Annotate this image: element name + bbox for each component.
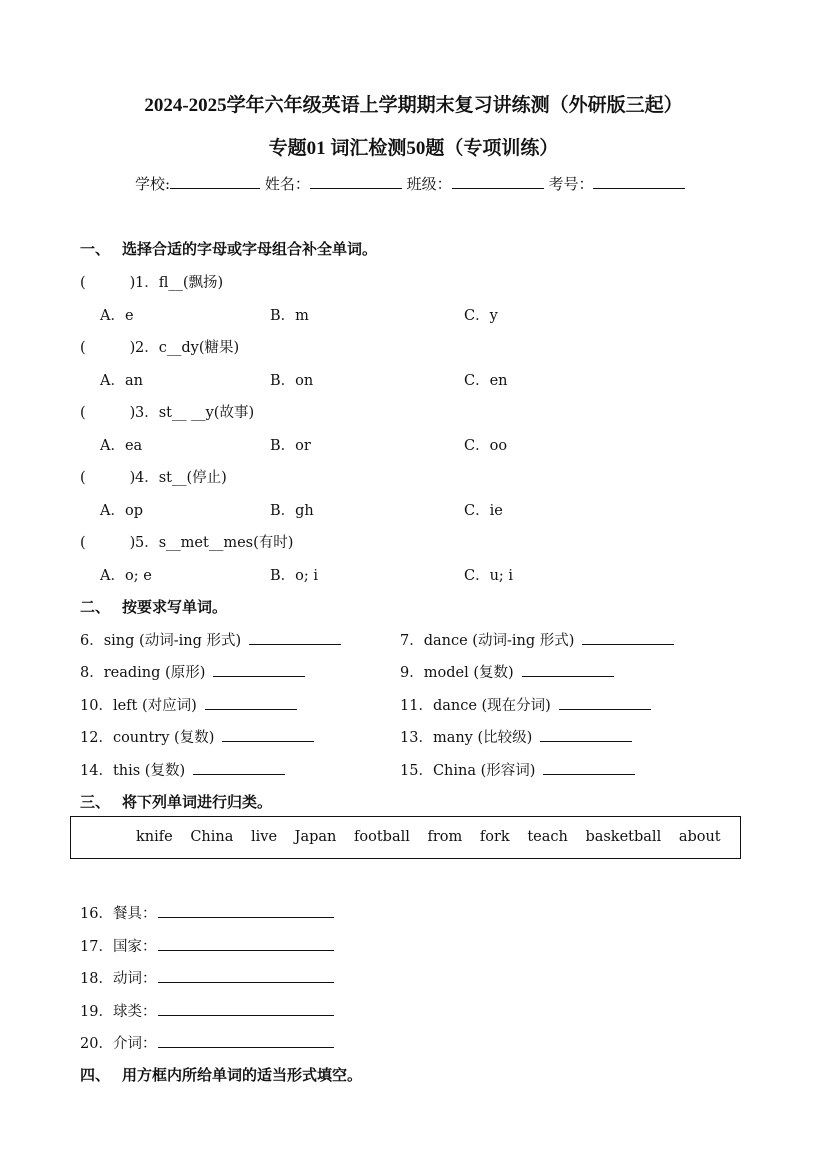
- option-a[interactable]: A．e: [100, 308, 134, 324]
- answer-blank[interactable]: [522, 662, 614, 677]
- option-a[interactable]: A．o; e: [100, 568, 152, 584]
- question-8: 8．reading (原形): [80, 661, 305, 682]
- answer-blank[interactable]: [543, 760, 635, 775]
- question-14: 14．this (复数): [80, 759, 285, 780]
- answer-line[interactable]: [158, 901, 334, 918]
- answer-blank[interactable]: [582, 630, 674, 645]
- section-3-heading: 三、 将下列单词进行归类。: [80, 793, 273, 811]
- word: about: [678, 829, 721, 845]
- word: China: [190, 829, 234, 845]
- answer-paren[interactable]: ( ): [80, 275, 136, 291]
- word: teach: [527, 829, 568, 845]
- class-label: 班级：: [406, 175, 452, 193]
- answer-paren[interactable]: ( ): [80, 405, 136, 421]
- exam-no-label: 考号：: [548, 175, 594, 193]
- page-title: 2024-2025学年六年级英语上学期期末复习讲练测（外研版三起）: [144, 95, 683, 116]
- question-4: ( )4．st__(停止): [80, 470, 227, 486]
- answer-blank[interactable]: [540, 727, 632, 742]
- option-c[interactable]: C．u; i: [464, 568, 514, 584]
- question-7: 7．dance (动词-ing 形式): [400, 629, 674, 650]
- question-19: 19．球类：: [80, 999, 334, 1021]
- answer-paren[interactable]: ( ): [80, 535, 136, 551]
- question-15: 15．China (形容词): [400, 759, 635, 780]
- section-1-heading: 一、 选择合适的字母或字母组合补全单词。: [80, 240, 378, 258]
- question-1: ( )1．fl__(飘扬): [80, 275, 224, 291]
- answer-blank[interactable]: [559, 695, 651, 710]
- word: knife: [136, 829, 173, 845]
- answer-line[interactable]: [158, 934, 334, 951]
- question-10: 10．left (对应词): [80, 694, 297, 715]
- question-5: ( )5．s__met__mes(有时): [80, 535, 294, 551]
- word: basketball: [585, 829, 662, 845]
- question-9: 9．model (复数): [400, 661, 614, 682]
- option-b[interactable]: B．m: [270, 308, 309, 324]
- section-4-heading: 四、 用方框内所给单词的适当形式填空。: [80, 1066, 363, 1084]
- answer-line[interactable]: [158, 999, 334, 1016]
- answer-blank[interactable]: [193, 760, 285, 775]
- answer-blank[interactable]: [213, 662, 305, 677]
- name-field[interactable]: [310, 174, 402, 189]
- question-16: 16．餐具：: [80, 901, 334, 923]
- question-17: 17．国家：: [80, 934, 334, 956]
- answer-blank[interactable]: [249, 630, 341, 645]
- answer-blank[interactable]: [222, 727, 314, 742]
- option-b[interactable]: B．or: [270, 438, 311, 454]
- exam-no-field[interactable]: [593, 174, 685, 189]
- option-a[interactable]: A．op: [100, 503, 143, 519]
- word: football: [354, 829, 410, 845]
- question-11: 11．dance (现在分词): [400, 694, 651, 715]
- option-c[interactable]: C．y: [464, 308, 498, 324]
- answer-line[interactable]: [158, 1031, 334, 1048]
- student-info: [135, 173, 685, 194]
- answer-paren[interactable]: ( ): [80, 340, 136, 356]
- question-13: 13．many (比较级): [400, 726, 632, 747]
- option-b[interactable]: B．on: [270, 373, 314, 389]
- question-6: 6．sing (动词-ing 形式): [80, 629, 341, 650]
- question-18: 18．动词：: [80, 966, 334, 988]
- option-a[interactable]: A．an: [100, 373, 143, 389]
- school-field[interactable]: [170, 174, 260, 189]
- word-list: [136, 829, 734, 845]
- page-subtitle: 专题01 词汇检测50题（专项训练）: [268, 138, 559, 159]
- answer-paren[interactable]: ( ): [80, 470, 136, 486]
- answer-blank[interactable]: [205, 695, 297, 710]
- answer-line[interactable]: [158, 966, 334, 983]
- question-2: ( )2．c__dy(糖果): [80, 340, 240, 356]
- option-b[interactable]: B．o; i: [270, 568, 319, 584]
- class-field[interactable]: [452, 174, 544, 189]
- word: fork: [479, 829, 510, 845]
- word: live: [251, 829, 278, 845]
- question-3: ( )3．st__ __y(故事): [80, 405, 255, 421]
- question-12: 12．country (复数): [80, 726, 314, 747]
- option-b[interactable]: B．gh: [270, 503, 314, 519]
- school-label: 学校:: [135, 175, 171, 193]
- option-c[interactable]: C．ie: [464, 503, 503, 519]
- question-20: 20．介词：: [80, 1031, 334, 1053]
- option-c[interactable]: C．oo: [464, 438, 508, 454]
- word: Japan: [294, 829, 337, 845]
- option-a[interactable]: A．ea: [100, 438, 143, 454]
- word: from: [427, 829, 463, 845]
- name-label: 姓名：: [264, 175, 310, 193]
- section-2-heading: 二、 按要求写单词。: [80, 598, 228, 616]
- option-c[interactable]: C．en: [464, 373, 508, 389]
